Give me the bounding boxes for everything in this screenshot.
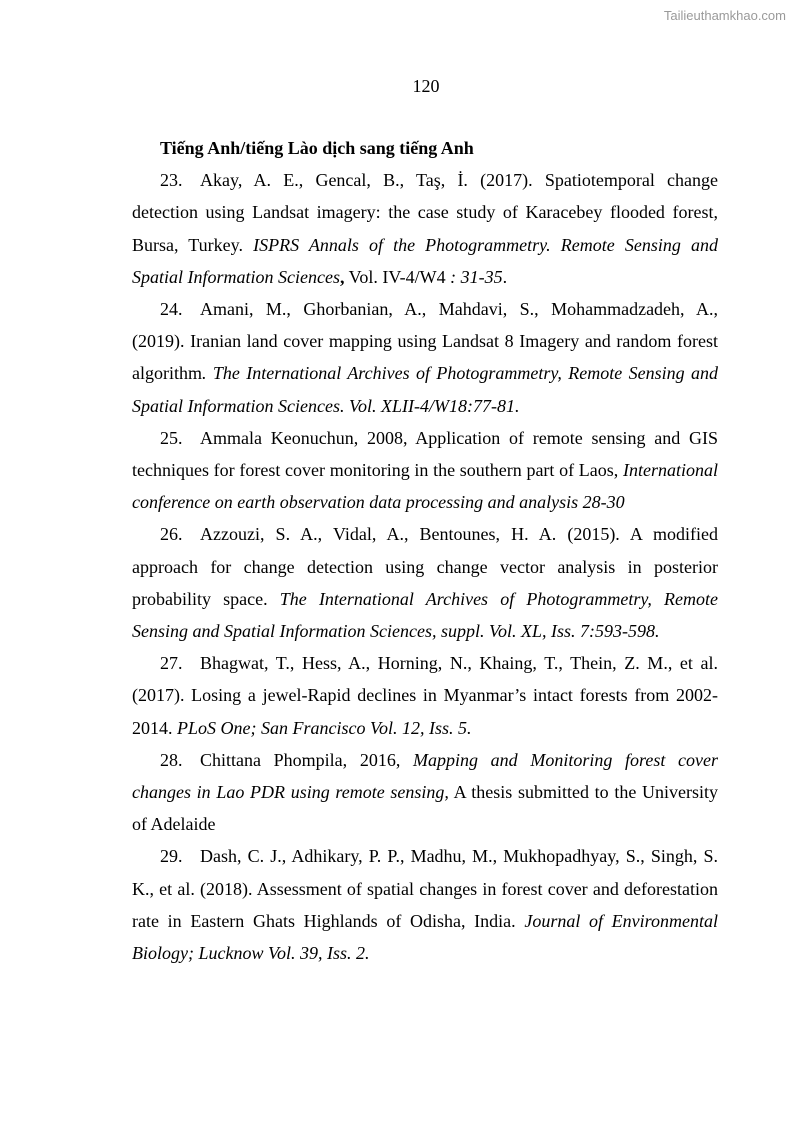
reference-text: Azzouzi, S. A., Vidal, A., Bentounes, H. A. (2015). A modified approach for change detection using change vector analysis in posterior probability space. [132, 524, 718, 609]
reference-number: 26. [160, 524, 183, 545]
document-body [132, 132, 718, 969]
reference-source: PLoS One; San Francisco Vol. 12, Iss. 5. [177, 717, 472, 738]
reference-number: 25. [160, 427, 183, 448]
reference-item [132, 518, 718, 647]
reference-number: 23. [160, 170, 183, 191]
reference-source: Mapping and Monitoring forest cover changes in Lao PDR using remote sensing, [132, 749, 718, 803]
reference-text: Bhagwat, T., Hess, A., Horning, N., Khaing, T., Thein, Z. M., et al. (2017). Losing a jewel-Rapid declines in Myanmar’s intact forests from 2002-2014. [132, 653, 718, 738]
reference-text: Ammala Keonuchun, 2008, Application of remote sensing and GIS techniques for forest cover monitoring in the southern part of Laos, [132, 427, 718, 481]
reference-number: 24. [160, 299, 183, 320]
section-heading: Tiếng Anh/tiếng Lào dịch sang tiếng Anh [160, 138, 474, 158]
reference-item [132, 647, 718, 744]
reference-source: Journal of Environmental Biology; Lucknow Vol. 39, Iss. 2. [132, 910, 718, 964]
reference-text: Akay, A. E., Gencal, B., Taş, İ. (2017). Spatiotemporal change detection using Landsat imagery: the case study of Karacebey flooded forest, Bursa, Turkey. [132, 170, 718, 255]
reference-item [132, 840, 718, 969]
reference-volume: Vol. IV-4/W4 [344, 266, 446, 287]
reference-source: The International Archives of Photogrammetry, Remote Sensing and Spatial Information Sciences, suppl. Vol. XL, Iss. 7:593-598. [132, 588, 718, 642]
watermark: Tailieuthamkhao.com [663, 8, 786, 23]
reference-source: ISPRS Annals of the Photogrammetry. Remote Sensing and Spatial Information Sciences [132, 234, 718, 287]
page-number: 120 [412, 76, 440, 96]
reference-text: Chittana Phompila, 2016, [200, 749, 413, 770]
reference-item [132, 164, 718, 293]
reference-number: 28. [160, 749, 183, 770]
reference-source: . The International Archives of Photogrammetry, Remote Sensing and Spatial Information Sciences. Vol. XLII-4/W18:77-81. [132, 363, 718, 416]
reference-comma: , [339, 266, 345, 287]
reference-text: Amani, M., Ghorbanian, A., Mahdavi, S., Mohammadzadeh, A., (2019). Iranian land cover mapping using Landsat 8 Imagery and random forest algorithm [132, 299, 718, 384]
reference-source: International conference on earth observation data processing and analysis 28-30 [132, 460, 718, 513]
reference-number: 27. [160, 653, 183, 674]
reference-end: . [502, 266, 508, 287]
reference-item [132, 744, 718, 841]
reference-pages: : 31-35 [445, 266, 503, 287]
reference-item [132, 293, 718, 422]
reference-publisher: A thesis submitted to the University of Adelaide [132, 782, 718, 835]
reference-text: Dash, C. J., Adhikary, P. P., Madhu, M., Mukhopadhyay, S., Singh, S. K., et al. (2018). Assessment of spatial changes in forest cover and deforestation rate in Eastern Ghats Highlands of Odisha, India. [132, 846, 718, 931]
reference-item [132, 422, 718, 519]
reference-number: 29. [160, 846, 183, 867]
